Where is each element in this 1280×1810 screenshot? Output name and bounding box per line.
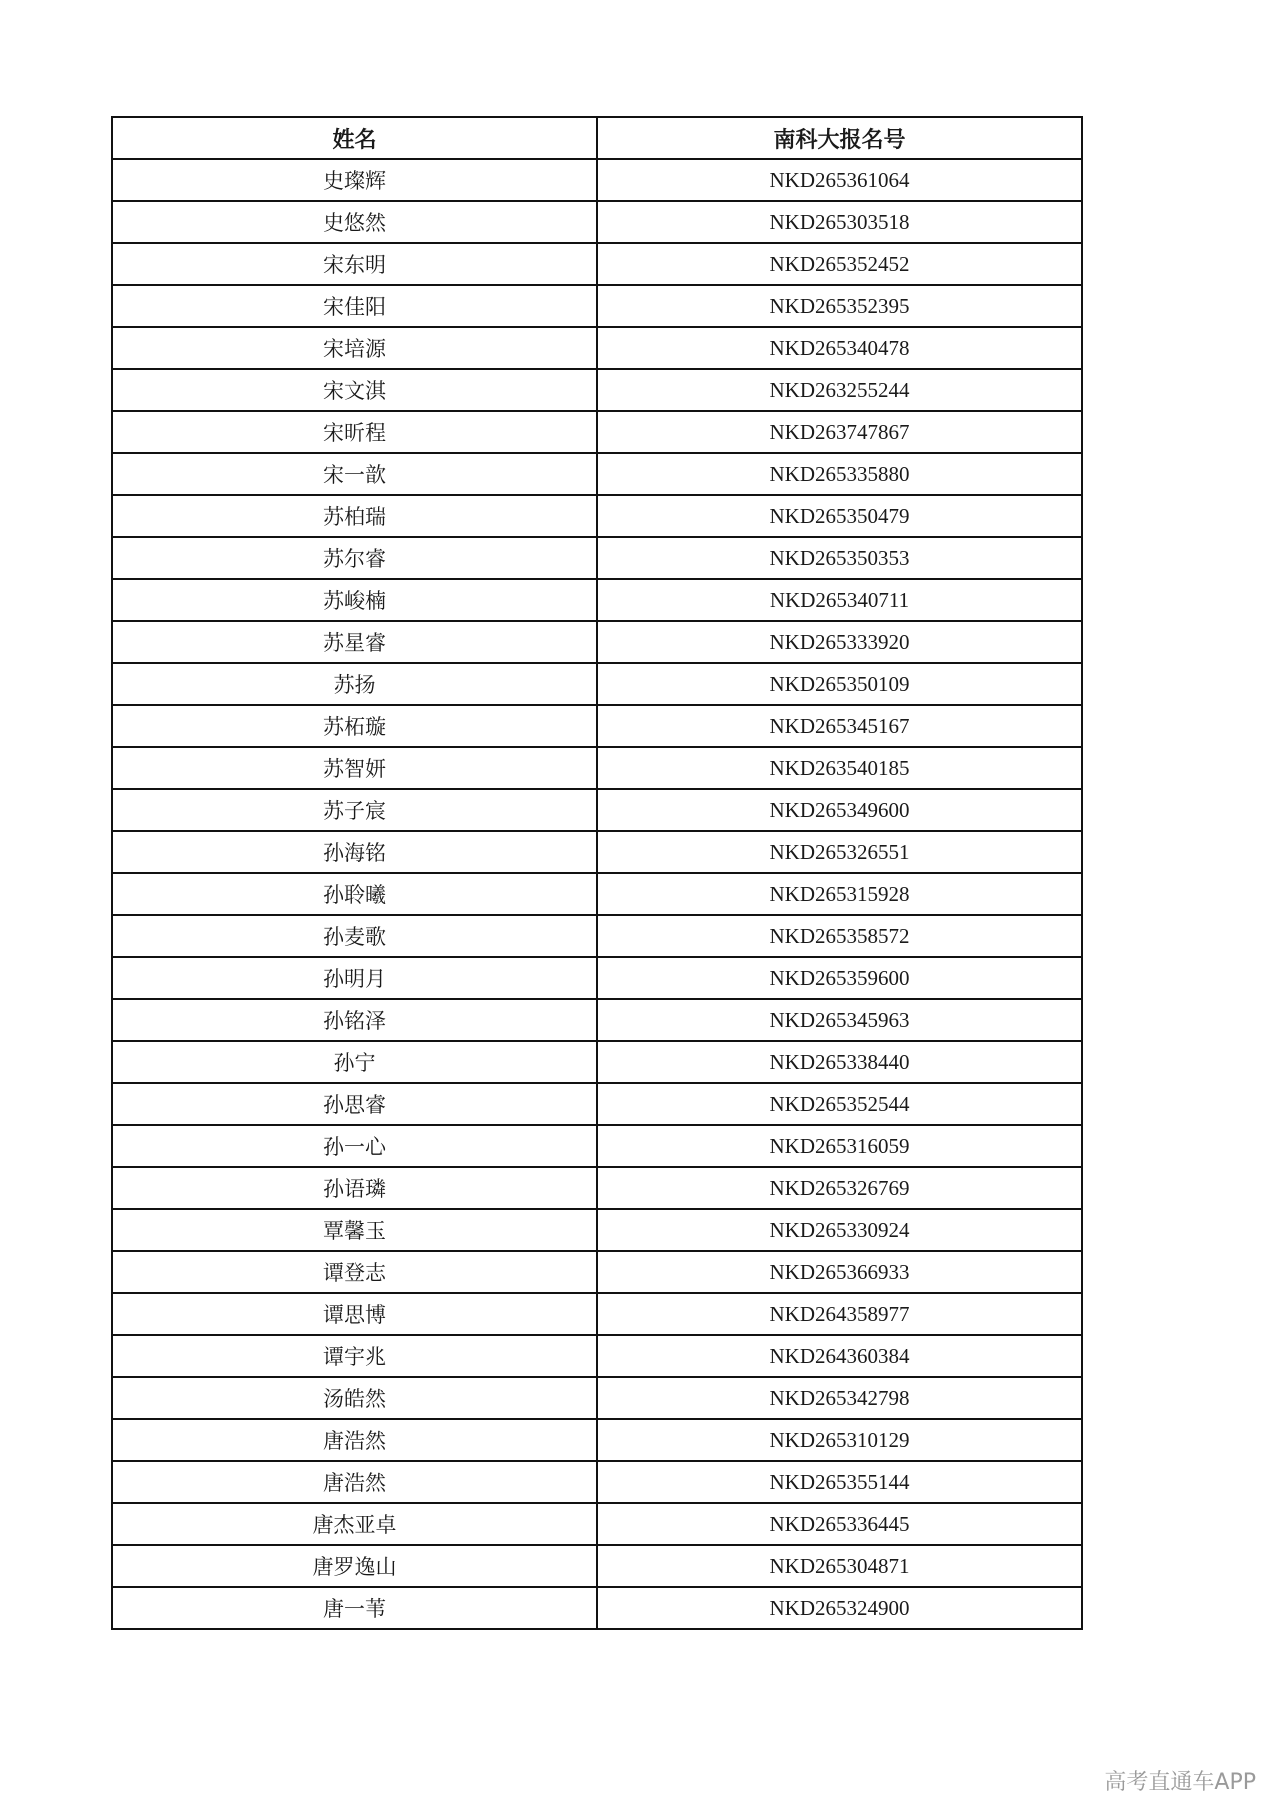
table-row	[112, 369, 1082, 411]
registration-number-cell: NKD265315928	[597, 873, 1082, 915]
table-row	[112, 1377, 1082, 1419]
table-row	[112, 915, 1082, 957]
table-row	[112, 1335, 1082, 1377]
registration-number-cell: NKD265361064	[597, 159, 1082, 201]
registration-number-cell: NKD265359600	[597, 957, 1082, 999]
student-name-cell: 孙麦歌	[112, 915, 597, 957]
student-name-cell: 史悠然	[112, 201, 597, 243]
registration-number-cell: NKD264360384	[597, 1335, 1082, 1377]
table-row	[112, 1209, 1082, 1251]
table-row	[112, 1041, 1082, 1083]
registration-number-cell: NKD265326769	[597, 1167, 1082, 1209]
registration-number-cell: NKD265304871	[597, 1545, 1082, 1587]
registration-number-cell: NKD265333920	[597, 621, 1082, 663]
registration-number-cell: NKD265350353	[597, 537, 1082, 579]
table-row	[112, 537, 1082, 579]
table-row	[112, 411, 1082, 453]
student-name-cell: 苏柘璇	[112, 705, 597, 747]
student-name-cell: 宋佳阳	[112, 285, 597, 327]
registration-number-cell: NKD265355144	[597, 1461, 1082, 1503]
table-row	[112, 957, 1082, 999]
student-name-cell: 宋文淇	[112, 369, 597, 411]
student-name-cell: 宋昕程	[112, 411, 597, 453]
registration-number-cell: NKD265350479	[597, 495, 1082, 537]
registration-number-cell: NKD264358977	[597, 1293, 1082, 1335]
student-name-cell: 苏柏瑞	[112, 495, 597, 537]
registration-number-cell: NKD265310129	[597, 1419, 1082, 1461]
admission-list-table	[111, 116, 1083, 1630]
registration-number-cell: NKD265340711	[597, 579, 1082, 621]
table-row	[112, 1293, 1082, 1335]
student-name-cell: 唐浩然	[112, 1461, 597, 1503]
registration-number-cell: NKD265345167	[597, 705, 1082, 747]
registration-number-cell: NKD265324900	[597, 1587, 1082, 1629]
student-name-cell: 孙明月	[112, 957, 597, 999]
registration-number-cell: NKD265340478	[597, 327, 1082, 369]
registration-number-cell: NKD265338440	[597, 1041, 1082, 1083]
table-row	[112, 1125, 1082, 1167]
registration-number-cell: NKD265303518	[597, 201, 1082, 243]
table-row	[112, 1503, 1082, 1545]
student-name-cell: 苏峻楠	[112, 579, 597, 621]
table-row	[112, 747, 1082, 789]
registration-number-cell: NKD265350109	[597, 663, 1082, 705]
student-name-cell: 苏子宸	[112, 789, 597, 831]
student-name-cell: 苏扬	[112, 663, 597, 705]
table-row	[112, 831, 1082, 873]
student-name-cell: 唐浩然	[112, 1419, 597, 1461]
table-row	[112, 1419, 1082, 1461]
student-name-cell: 唐罗逸山	[112, 1545, 597, 1587]
table-row	[112, 705, 1082, 747]
registration-number-cell: NKD265326551	[597, 831, 1082, 873]
table-row	[112, 495, 1082, 537]
registration-number-cell: NKD265358572	[597, 915, 1082, 957]
registration-number-cell: NKD265336445	[597, 1503, 1082, 1545]
student-name-cell: 谭思博	[112, 1293, 597, 1335]
student-name-cell: 汤皓然	[112, 1377, 597, 1419]
table-row	[112, 1545, 1082, 1587]
table-row	[112, 621, 1082, 663]
student-name-cell: 唐一苇	[112, 1587, 597, 1629]
column-header-registration-number: 南科大报名号	[597, 117, 1082, 159]
table-body	[112, 159, 1082, 1629]
student-name-cell: 宋一歆	[112, 453, 597, 495]
table-row	[112, 285, 1082, 327]
table-row	[112, 1251, 1082, 1293]
student-name-cell: 孙海铭	[112, 831, 597, 873]
table-row	[112, 159, 1082, 201]
student-name-cell: 孙思睿	[112, 1083, 597, 1125]
table-row	[112, 1083, 1082, 1125]
registration-number-cell: NKD265352395	[597, 285, 1082, 327]
student-name-cell: 史璨辉	[112, 159, 597, 201]
registration-number-cell: NKD265342798	[597, 1377, 1082, 1419]
table-row	[112, 1461, 1082, 1503]
registration-number-cell: NKD265316059	[597, 1125, 1082, 1167]
student-name-cell: 苏尔睿	[112, 537, 597, 579]
table-row	[112, 1587, 1082, 1629]
student-name-cell: 苏星睿	[112, 621, 597, 663]
table-header-row	[112, 117, 1082, 159]
registration-number-cell: NKD265366933	[597, 1251, 1082, 1293]
student-name-cell: 孙语璘	[112, 1167, 597, 1209]
student-name-cell: 宋东明	[112, 243, 597, 285]
table-row	[112, 1167, 1082, 1209]
table-row	[112, 789, 1082, 831]
table-row	[112, 873, 1082, 915]
student-name-cell: 谭登志	[112, 1251, 597, 1293]
table-row	[112, 999, 1082, 1041]
student-name-cell: 孙宁	[112, 1041, 597, 1083]
registration-number-cell: NKD263747867	[597, 411, 1082, 453]
registration-number-cell: NKD265352544	[597, 1083, 1082, 1125]
student-name-cell: 苏智妍	[112, 747, 597, 789]
table-row	[112, 579, 1082, 621]
student-name-cell: 唐杰亚卓	[112, 1503, 597, 1545]
registration-number-cell: NKD265349600	[597, 789, 1082, 831]
registration-number-cell: NKD263255244	[597, 369, 1082, 411]
student-name-cell: 宋培源	[112, 327, 597, 369]
table-row	[112, 663, 1082, 705]
registration-number-cell: NKD263540185	[597, 747, 1082, 789]
watermark-text: 高考直通车APP	[1104, 1770, 1256, 1795]
registration-number-cell: NKD265335880	[597, 453, 1082, 495]
student-name-cell: 覃馨玉	[112, 1209, 597, 1251]
registration-number-cell: NKD265345963	[597, 999, 1082, 1041]
table-row	[112, 327, 1082, 369]
registration-number-cell: NKD265330924	[597, 1209, 1082, 1251]
table-row	[112, 243, 1082, 285]
student-name-cell: 谭宇兆	[112, 1335, 597, 1377]
column-header-name: 姓名	[112, 117, 597, 159]
student-name-cell: 孙聆曦	[112, 873, 597, 915]
student-name-cell: 孙一心	[112, 1125, 597, 1167]
table-row	[112, 201, 1082, 243]
student-name-cell: 孙铭泽	[112, 999, 597, 1041]
table-row	[112, 453, 1082, 495]
registration-number-cell: NKD265352452	[597, 243, 1082, 285]
